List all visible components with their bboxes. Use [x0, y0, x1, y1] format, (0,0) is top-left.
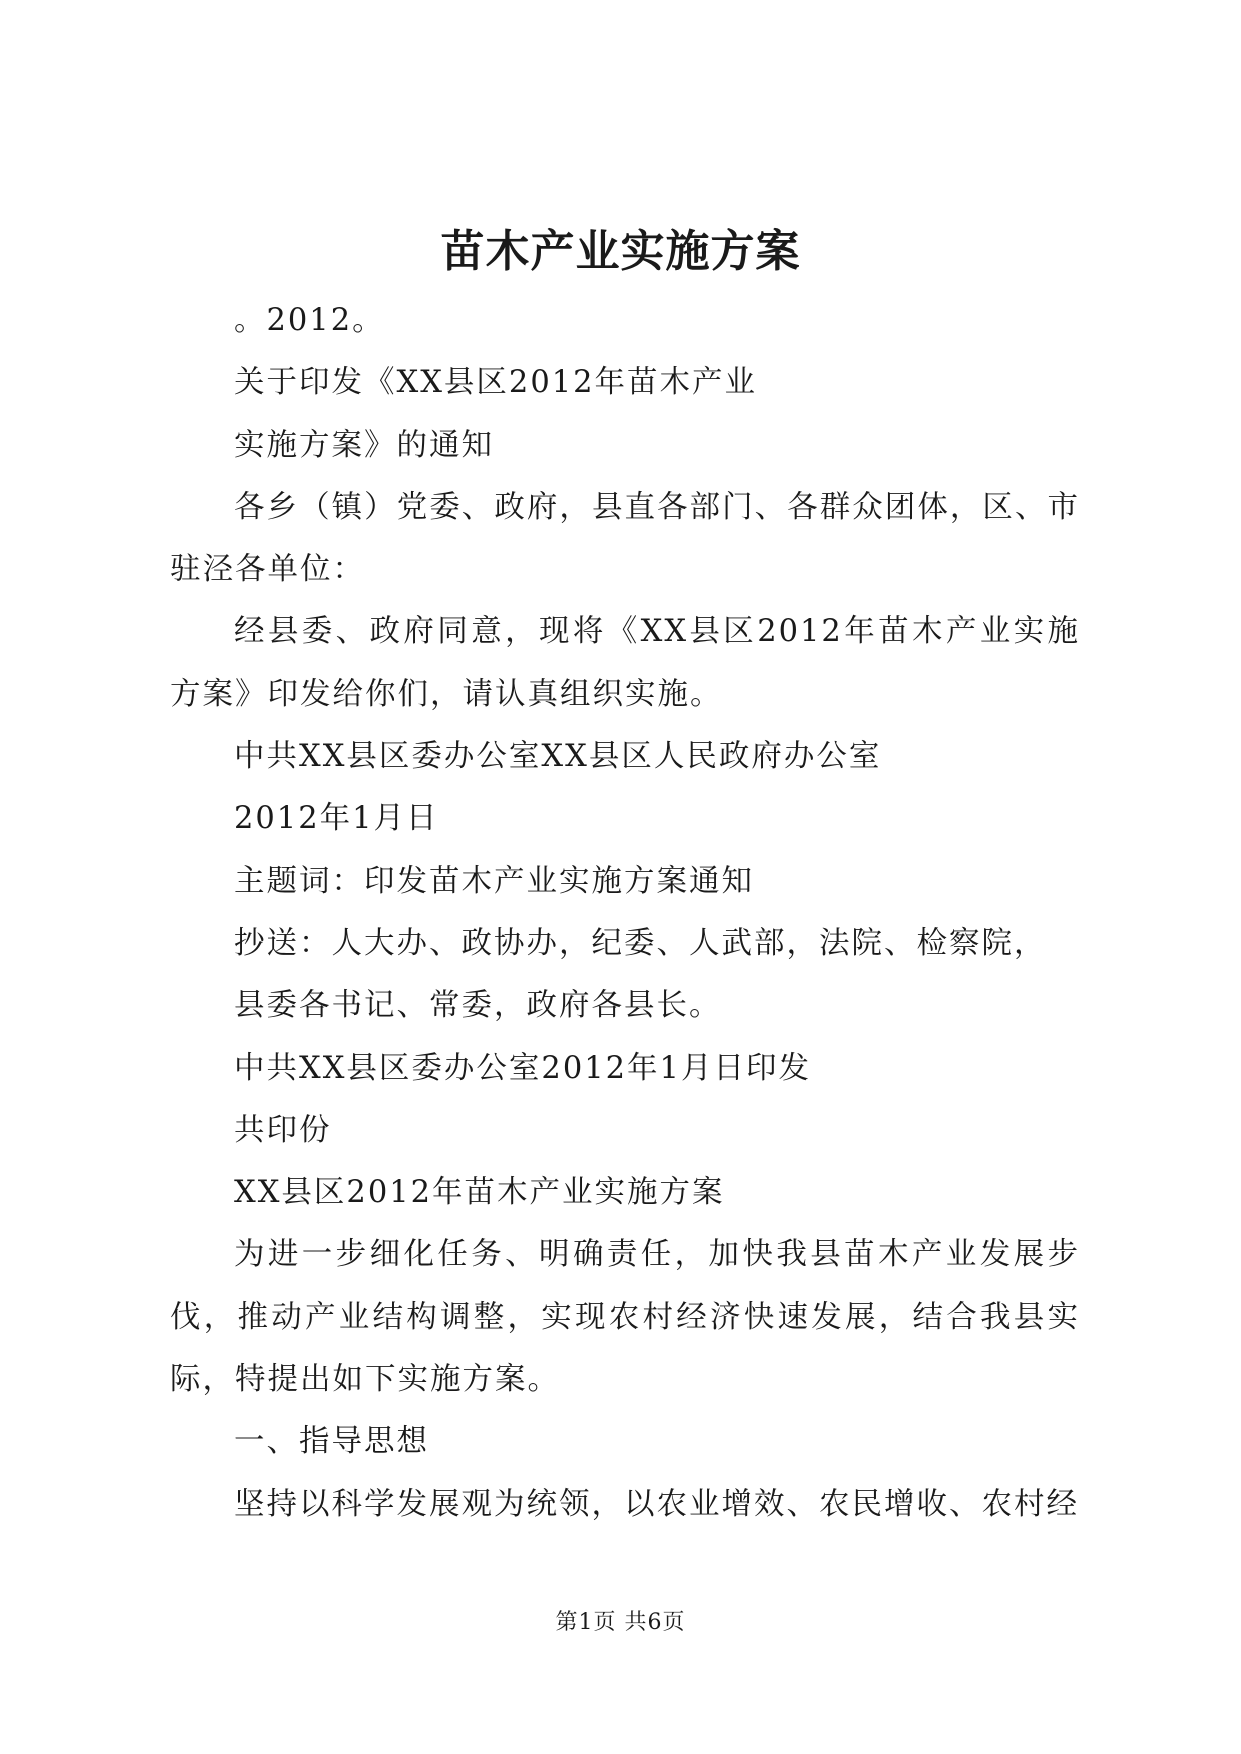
paragraph-recipients: 各乡（镇）党委、政府，县直各部门、各群众团体，区、市驻泾各单位：	[170, 489, 1080, 588]
paragraph-notice-title-line1: 关于印发《XX县区2012年苗木产业	[234, 365, 758, 401]
document-title: 苗木产业实施方案	[440, 226, 801, 277]
paragraph-date: 2012年1月日	[234, 801, 439, 837]
paragraph-copies: 共印份	[234, 1112, 332, 1148]
paragraph-notice-body: 经县委、政府同意，现将《XX县区2012年苗木产业实施方案》印发给你们，请认真组织实施。	[170, 614, 1080, 712]
paragraph-year-marker: 。2012。	[234, 303, 385, 338]
paragraph-guiding-ideology: 坚持以科学发展观为统领，以农业增效、农民增收、农村经	[234, 1486, 1079, 1522]
paragraph-issuer: 中共XX县区委办公室XX县区人民政府办公室	[234, 739, 882, 775]
document-body	[170, 290, 1080, 1536]
paragraph-plan-title: XX县区2012年苗木产业实施方案	[234, 1175, 725, 1211]
paragraph-cc-line1: 抄送：人大办、政协办，纪委、人武部，法院、检察院，	[234, 925, 1047, 961]
paragraph-cc-line2: 县委各书记、常委，政府各县长。	[234, 988, 722, 1024]
page-indicator: 第1页 共6页	[555, 1610, 686, 1635]
section-heading-guiding-ideology: 一、指导思想	[234, 1424, 429, 1460]
paragraph-plan-intro: 为进一步细化任务、明确责任，加快我县苗木产业发展步伐，推动产业结构调整，实现农村经济快速发展，结合我县实际，特提出如下实施方案。	[170, 1237, 1080, 1398]
paragraph-notice-title-line2: 实施方案》的通知	[234, 427, 494, 463]
paragraph-subject-words: 主题词：印发苗木产业实施方案通知	[234, 863, 754, 899]
paragraph-print-date: 中共XX县区委办公室2012年1月日印发	[234, 1050, 811, 1086]
